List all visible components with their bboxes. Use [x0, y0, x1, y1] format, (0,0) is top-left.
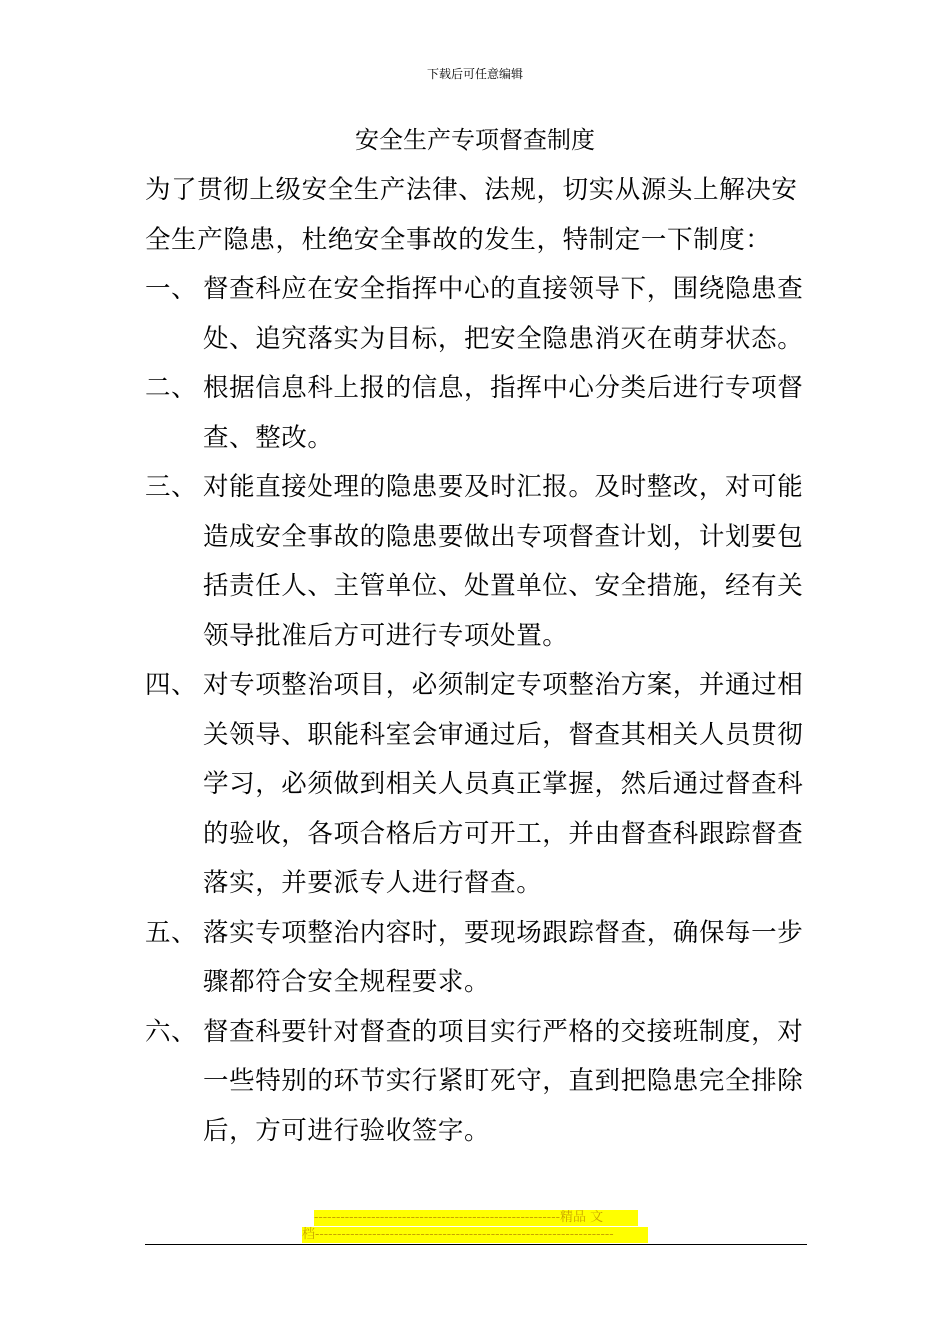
item-text: 根据信息科上报的信息，指挥中心分类后进行专项督查、整改。 — [203, 373, 804, 453]
list-item — [145, 1008, 807, 1157]
list-item — [145, 265, 807, 364]
intro-paragraph: 为了贯彻上级安全生产法律、法规，切实从源头上解决安全生产隐患，杜绝安全事故的发生，特制定一下制度： — [145, 175, 798, 255]
item-number: 五、 — [145, 917, 198, 948]
header-note: 下载后可任意编辑 — [426, 67, 523, 81]
item-number: 六、 — [145, 1016, 198, 1047]
list-item — [145, 364, 807, 463]
item-number: 四、 — [145, 670, 198, 700]
footer-divider — [145, 1244, 807, 1245]
document-title: 安全生产专项督查制度 — [355, 126, 595, 154]
list-item — [145, 463, 807, 661]
list-item — [145, 909, 807, 1008]
regulation-list — [145, 265, 807, 1156]
footer-highlight-line-1: --------------------------------------------------------精品 文 — [314, 1210, 638, 1226]
item-text: 督查科应在安全指挥中心的直接领导下，围绕隐患查处、追究落实为目标，把安全隐患消灭在萌芽状态。 — [203, 274, 804, 354]
item-number: 三、 — [145, 472, 198, 502]
item-text: 对能直接处理的隐患要及时汇报。及时整改，对可能造成安全事故的隐患要做出专项督查计划，计划要包括责任人、主管单位、处置单位、安全措施，经有关领导批准后方可进行专项处置。 — [203, 472, 804, 651]
footer-highlight-line-2: 档-------------------------------------------------------------------- — [302, 1227, 648, 1243]
item-text: 对专项整治项目，必须制定专项整治方案，并通过相关领导、职能科室会审通过后，督查其相关人员贯彻学习，必须做到相关人员真正掌握，然后通过督查科的验收，各项合格后方可开工，并由督查科跟踪督查落实，并要派专人进行督查。 — [203, 670, 804, 898]
list-item — [145, 661, 807, 909]
item-text: 督查科要针对督查的项目实行严格的交接班制度，对一些特别的环节实行紧盯死守，直到把隐患完全排除后，方可进行验收签字。 — [203, 1016, 804, 1146]
item-text: 落实专项整治内容时，要现场跟踪督查，确保每一步骤都符合安全规程要求。 — [203, 917, 804, 997]
item-number: 一、 — [145, 274, 198, 304]
item-number: 二、 — [145, 373, 198, 403]
